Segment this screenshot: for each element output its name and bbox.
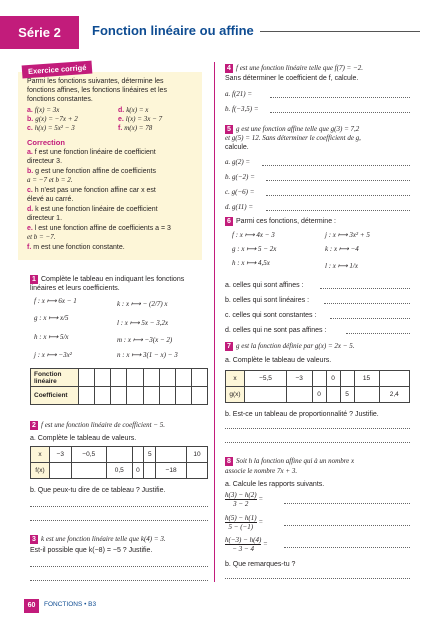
answer-line[interactable] <box>284 503 410 504</box>
table-cell[interactable] <box>191 369 207 387</box>
table-cell: 0,5 <box>106 463 132 479</box>
table-header: x <box>226 371 245 387</box>
corrected-exercise-tag: Exercice corrigé <box>22 61 93 79</box>
ex5-statement-2: et g(5) = 12. Sans déterminer le coefficient de g, <box>225 134 361 142</box>
ex3-question: Est-il possible que k(−8) = −5 ? Justifie. <box>30 547 153 554</box>
ex1-func: j : x ⟼ −3x² <box>34 351 72 359</box>
ex8-statement: 8 Soit h la fonction affine qui à un nombre x <box>225 457 354 466</box>
ex4-item-a: a. f(21) = <box>225 90 253 98</box>
ex8-fraction: $\frac{h(5) - h(1)}{5 - (-1)}$ = <box>225 514 264 531</box>
table-cell[interactable] <box>127 387 143 405</box>
table-header: f(x) <box>31 463 50 479</box>
ex3-statement: 3 k est une fonction linéaire telle que k(4) = 3. <box>30 535 166 544</box>
table-row <box>31 447 208 463</box>
table-cell: 0 <box>326 371 340 387</box>
ex6-func: j : x ⟼ 3x² + 5 <box>325 231 370 239</box>
table-cell[interactable] <box>326 387 340 403</box>
function-item: b. g(x) = −7x + 2 <box>27 115 78 123</box>
answer-line[interactable] <box>270 97 410 98</box>
ex2-question-b: b. Que peux-tu dire de ce tableau ? Justifie. <box>30 487 166 494</box>
intro-line: Parmi les fonctions suivantes, détermine les <box>27 78 164 85</box>
table-cell[interactable] <box>175 387 191 405</box>
table-row <box>31 387 208 405</box>
ex6-func: l : x ⟼ 1/x <box>325 262 358 270</box>
table-header: x <box>31 447 50 463</box>
table-cell: 10 <box>186 447 207 463</box>
table-cell[interactable] <box>340 371 354 387</box>
answer-line[interactable] <box>266 210 410 211</box>
ex6-func: k : x ⟼ −4 <box>325 245 359 253</box>
ex1-func: f : x ⟼ 6x − 1 <box>34 297 77 305</box>
ex8-statement-2: associe le nombre 7x + 3. <box>225 467 298 475</box>
ex8-fraction: $\frac{h(-3) - h(4)}{- 3 - 4}$ = <box>225 536 268 553</box>
table-cell: −0,5 <box>71 447 106 463</box>
ex2-statement: 2 f est une fonction linéaire de coefficient − 5. <box>30 421 165 430</box>
ex8-number: 8 <box>225 457 233 466</box>
series-label: Série 2 <box>0 16 79 49</box>
ex7-table <box>225 370 410 403</box>
ex2-table <box>30 446 208 479</box>
table-cell: −18 <box>156 463 187 479</box>
table-cell[interactable] <box>95 369 111 387</box>
ex5-statement: 5 g est une fonction affine telle que g(3) = 7,2 <box>225 125 359 134</box>
ex1-statement: 1 Complète le tableau en indiquant les fonctions <box>30 275 184 284</box>
table-cell[interactable] <box>156 447 187 463</box>
table-cell: −3 <box>50 447 72 463</box>
ex4-statement: 4 f est une fonction linéaire telle que f(7) = −2. <box>225 64 363 73</box>
table-cell[interactable] <box>111 387 127 405</box>
table-row <box>31 463 208 479</box>
answer-line[interactable] <box>284 525 410 526</box>
ex8-question-b: b. Que remarques-tu ? <box>225 561 296 568</box>
ex6-question: d. celles qui ne sont pas affines : <box>225 327 327 334</box>
answer-line[interactable] <box>225 428 410 429</box>
ex8-fraction: $\frac{h(3) - h(2)}{3 - 2}$ = <box>225 491 264 508</box>
answer-line[interactable] <box>225 578 410 579</box>
ex2-number: 2 <box>30 421 38 430</box>
answer-line[interactable] <box>270 112 410 113</box>
ex2-question-a: a. Complète le tableau de valeurs. <box>30 435 137 442</box>
table-cell[interactable] <box>79 369 95 387</box>
intro-line: fonctions constantes. <box>27 96 93 103</box>
ex5-item: a. g(2) = <box>225 158 251 166</box>
answer-line[interactable] <box>266 195 410 196</box>
table-cell[interactable] <box>159 387 175 405</box>
table-row <box>226 371 410 387</box>
ex3-number: 3 <box>30 535 38 544</box>
correction-line: f. m est une fonction constante. <box>27 244 125 251</box>
intro-line: fonctions affines, les fonctions linéaires et les <box>27 87 167 94</box>
answer-line[interactable] <box>266 180 410 181</box>
table-cell[interactable] <box>143 387 159 405</box>
answer-line[interactable] <box>225 442 410 443</box>
ex6-number: 6 <box>225 217 233 226</box>
table-cell[interactable] <box>127 369 143 387</box>
answer-line[interactable] <box>30 520 208 521</box>
table-cell[interactable] <box>106 447 132 463</box>
correction-title: Correction <box>27 138 65 147</box>
table-cell[interactable] <box>144 463 156 479</box>
ex7-statement: 7 g est la fonction définie par g(x) = 2x − 5. <box>225 342 355 351</box>
table-cell: 0 <box>312 387 326 403</box>
ex6-question: a. celles qui sont affines : <box>225 282 304 289</box>
ex6-question: b. celles qui sont linéaires : <box>225 297 310 304</box>
correction-line: b. g est une fonction affine de coefficients <box>27 168 156 175</box>
ex1-func: g : x ⟼ x/5 <box>34 314 69 322</box>
function-item: f. m(x) = 78 <box>118 124 153 132</box>
ex4-number: 4 <box>225 64 233 73</box>
table-cell[interactable] <box>186 463 207 479</box>
table-cell[interactable] <box>50 463 72 479</box>
table-cell[interactable] <box>159 369 175 387</box>
page-number: 60 <box>24 599 39 613</box>
table-cell[interactable] <box>191 387 207 405</box>
ex5-statement-3: calcule. <box>225 144 249 151</box>
table-cell[interactable] <box>95 387 111 405</box>
ex7-number: 7 <box>225 342 233 351</box>
function-item: a. f(x) = 3x <box>27 106 60 114</box>
answer-line[interactable] <box>262 165 410 166</box>
table-cell: −3 <box>286 371 312 387</box>
ex8-question-a: a. Calcule les rapports suivants. <box>225 481 325 488</box>
table-row <box>31 369 208 387</box>
function-item: d. k(x) = x <box>118 106 149 114</box>
ex1-statement-2: linéaires et leurs coefficients. <box>30 285 120 292</box>
answer-line[interactable] <box>30 506 208 507</box>
table-cell[interactable] <box>379 371 410 387</box>
table-cell[interactable] <box>132 447 144 463</box>
ex6-func: g : x ⟼ 5 − 2x <box>232 245 277 253</box>
series-banner <box>0 16 254 49</box>
ex1-func: k : x ⟼ − (2/7) x <box>117 300 168 308</box>
title-divider <box>260 31 420 32</box>
table-row <box>226 387 410 403</box>
answer-line[interactable] <box>30 566 208 567</box>
function-item: e. l(x) = 3x − 7 <box>118 115 163 123</box>
footer-text: FONCTIONS • B3 <box>44 601 97 608</box>
table-cell[interactable] <box>354 387 379 403</box>
correction-line: directeur 3. <box>27 158 63 165</box>
correction-line: a. f est une fonction linéaire de coefficient <box>27 149 156 156</box>
ex1-func: m : x ⟼ −3(x − 2) <box>117 336 173 344</box>
ex6-func: h : x ⟼ 4,5x <box>232 259 270 267</box>
table-header: Coefficient <box>31 387 79 405</box>
answer-line[interactable] <box>324 303 410 304</box>
ex1-number: 1 <box>30 275 38 284</box>
page-title: Fonction linéaire ou affine <box>92 23 254 38</box>
table-cell: 2,4 <box>379 387 410 403</box>
answer-line[interactable] <box>320 288 410 289</box>
correction-line: c. h n'est pas une fonction affine car x est <box>27 187 156 194</box>
answer-line[interactable] <box>30 580 208 581</box>
table-cell[interactable] <box>143 369 159 387</box>
ex1-func: n : x ⟼ 3(1 − x) − 3 <box>117 351 178 359</box>
table-header: Fonction linéaire <box>31 369 79 387</box>
correction-line: d. k est une fonction linéaire de coefficient <box>27 206 158 213</box>
ex4-item-b: b. f(−3,5) = <box>225 105 259 113</box>
table-cell[interactable] <box>79 387 95 405</box>
column-divider <box>214 62 215 582</box>
correction-line: et b = −7. <box>27 233 56 241</box>
ex5-item: d. g(11) = <box>225 203 254 211</box>
answer-line[interactable] <box>284 547 410 548</box>
ex6-question: c. celles qui sont constantes : <box>225 312 317 319</box>
table-cell[interactable] <box>175 369 191 387</box>
table-cell[interactable] <box>312 371 326 387</box>
table-cell: −5,5 <box>245 371 287 387</box>
answer-line[interactable] <box>330 318 410 319</box>
table-cell: 5 <box>340 387 354 403</box>
ex5-number: 5 <box>225 125 233 134</box>
correction-line: e. l est une fonction affine de coefficients a = 3 <box>27 225 171 232</box>
correction-line: a = −7 et b = 2. <box>27 176 73 184</box>
ex1-func: l : x ⟼ 5x − 3,2x <box>117 319 169 327</box>
ex6-statement: 6 Parmi ces fonctions, détermine : <box>225 217 336 226</box>
correction-line: élevé au carré. <box>27 196 74 203</box>
table-cell: 15 <box>354 371 379 387</box>
ex5-item: c. g(−6) = <box>225 188 255 196</box>
table-cell: 5 <box>144 447 156 463</box>
table-cell[interactable] <box>71 463 106 479</box>
correction-line: directeur 1. <box>27 215 63 222</box>
table-header: g(x) <box>226 387 245 403</box>
table-cell[interactable] <box>245 387 287 403</box>
ex7-question-a: a. Complète le tableau de valeurs. <box>225 357 332 364</box>
ex7-question-b: b. Est-ce un tableau de proportionnalité ? Justifie. <box>225 411 379 418</box>
table-cell[interactable] <box>286 387 312 403</box>
ex6-func: f : x ⟼ 4x − 3 <box>232 231 275 239</box>
ex1-table <box>30 368 208 405</box>
ex5-item: b. g(−2) = <box>225 173 255 181</box>
ex1-func: h : x ⟼ 5/x <box>34 333 69 341</box>
answer-line[interactable] <box>346 333 410 334</box>
table-cell: 0 <box>132 463 144 479</box>
table-cell[interactable] <box>111 369 127 387</box>
function-item: c. h(x) = 5x² − 3 <box>27 124 75 132</box>
ex4-statement-2: Sans déterminer le coefficient de f, calcule. <box>225 75 359 82</box>
